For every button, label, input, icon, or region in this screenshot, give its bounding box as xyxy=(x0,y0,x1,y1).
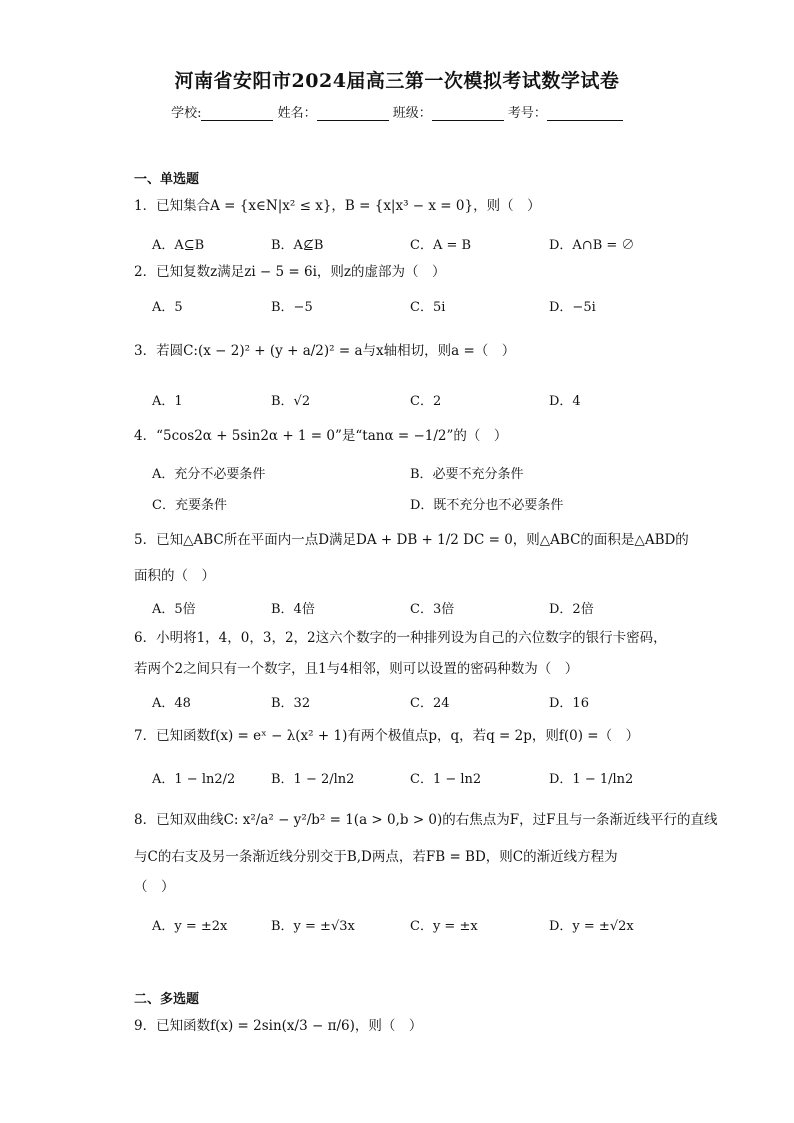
q1-option-b[interactable]: B．A⊈B xyxy=(271,238,324,253)
question-8: 8．已知双曲线C: x²/a² − y²/b² = 1(a > 0,b > 0)的右焦点为F，过F且与一条渐近线平行的直线 xyxy=(134,812,718,828)
q4-option-b[interactable]: B．必要不充分条件 xyxy=(410,467,524,482)
section-multiple-choice: 二、多选题 xyxy=(134,992,200,1007)
q1-option-d[interactable]: D．A∩B = ∅ xyxy=(549,238,635,253)
q2-option-a[interactable]: A．5 xyxy=(152,300,183,315)
q5-option-d[interactable]: D．2倍 xyxy=(549,602,594,617)
question-6: 6．小明将1，4，0，3，2，2这六个数字的一种排列设为自己的六位数字的银行卡密码， xyxy=(134,630,667,646)
q4-option-d[interactable]: D．既不充分也不必要条件 xyxy=(410,498,564,513)
q4-option-c[interactable]: C．充要条件 xyxy=(152,498,227,513)
question-6-line-2: 若两个2之间只有一个数字，且1与4相邻，则可以设置的密码种数为（ ） xyxy=(134,661,579,677)
q1-option-a[interactable]: A．A⊆B xyxy=(152,238,205,253)
question-5-line-2: 面积的（ ） xyxy=(134,568,215,584)
q6-option-c[interactable]: C．24 xyxy=(410,696,450,711)
q5-option-c[interactable]: C．3倍 xyxy=(410,602,455,617)
question-5: 5．已知△ABC所在平面内一点D满足DA + DB + 1/2 DC = 0，则△ABC的面积是△ABD的 xyxy=(134,532,689,548)
number-label: 考号： xyxy=(507,106,547,121)
q8-option-d[interactable]: D．y = ±√2x xyxy=(549,919,634,934)
q5-option-b[interactable]: B．4倍 xyxy=(271,602,315,617)
class-label: 班级： xyxy=(392,106,432,121)
question-3: 3．若圆C:(x − 2)² + (y + a/2)² = a与x轴相切，则a =（ ） xyxy=(134,343,516,359)
q6-option-d[interactable]: D．16 xyxy=(549,696,589,711)
school-blank[interactable] xyxy=(201,106,273,121)
page-title: 河南省安阳市2024届高三第一次模拟考试数学试卷 xyxy=(174,70,620,92)
question-2: 2．已知复数z满足zi − 5 = 6i，则z的虚部为（ ） xyxy=(134,264,446,280)
question-9: 9．已知函数f(x) = 2sin(x/3 − π/6)，则（ ） xyxy=(134,1018,423,1034)
school-label: 学校: xyxy=(171,106,202,121)
q4-option-a[interactable]: A．充分不必要条件 xyxy=(152,467,266,482)
student-info-line xyxy=(0,102,794,121)
question-8-line-2: 与C的右支及另一条渐近线分别交于B,D两点，若FB = BD，则C的渐近线方程为 xyxy=(134,849,618,865)
name-blank[interactable] xyxy=(317,106,389,121)
q8-option-b[interactable]: B．y = ±√3x xyxy=(271,919,355,934)
question-4: 4．“5cos2α + 5sin2α + 1 = 0”是“tanα = −1/2”的（ ） xyxy=(134,428,508,444)
q1-option-c[interactable]: C．A = B xyxy=(410,238,472,253)
q7-option-c[interactable]: C．1 − ln2 xyxy=(410,772,482,787)
q2-option-c[interactable]: C．5i xyxy=(410,300,446,315)
number-blank[interactable] xyxy=(547,106,623,121)
question-8-line-3: （ ） xyxy=(134,879,175,895)
question-7: 7．已知函数f(x) = eˣ − λ(x² + 1)有两个极值点p，q，若q = 2p，则f(0) =（ ） xyxy=(134,728,640,744)
name-label: 姓名： xyxy=(277,106,317,121)
q7-option-b[interactable]: B．1 − 2/ln2 xyxy=(271,772,355,787)
q7-option-d[interactable]: D．1 − 1/ln2 xyxy=(549,772,634,787)
q7-option-a[interactable]: A．1 − ln2/2 xyxy=(152,772,236,787)
q2-option-b[interactable]: B．−5 xyxy=(271,300,313,315)
q6-option-b[interactable]: B．32 xyxy=(271,696,311,711)
q8-option-a[interactable]: A．y = ±2x xyxy=(152,919,228,934)
q3-option-d[interactable]: D．4 xyxy=(549,394,581,409)
q6-option-a[interactable]: A．48 xyxy=(152,696,191,711)
q3-option-c[interactable]: C．2 xyxy=(410,394,442,409)
q2-option-d[interactable]: D．−5i xyxy=(549,300,596,315)
q8-option-c[interactable]: C．y = ±x xyxy=(410,919,478,934)
q5-option-a[interactable]: A．5倍 xyxy=(152,602,196,617)
section-single-choice: 一、单选题 xyxy=(134,172,200,187)
q3-option-b[interactable]: B．√2 xyxy=(271,394,311,409)
question-1: 1．已知集合A = {x∈N|x² ≤ x}，B = {x|x³ − x = 0}，则（ ） xyxy=(134,198,541,214)
class-blank[interactable] xyxy=(432,106,504,121)
q3-option-a[interactable]: A．1 xyxy=(152,394,183,409)
